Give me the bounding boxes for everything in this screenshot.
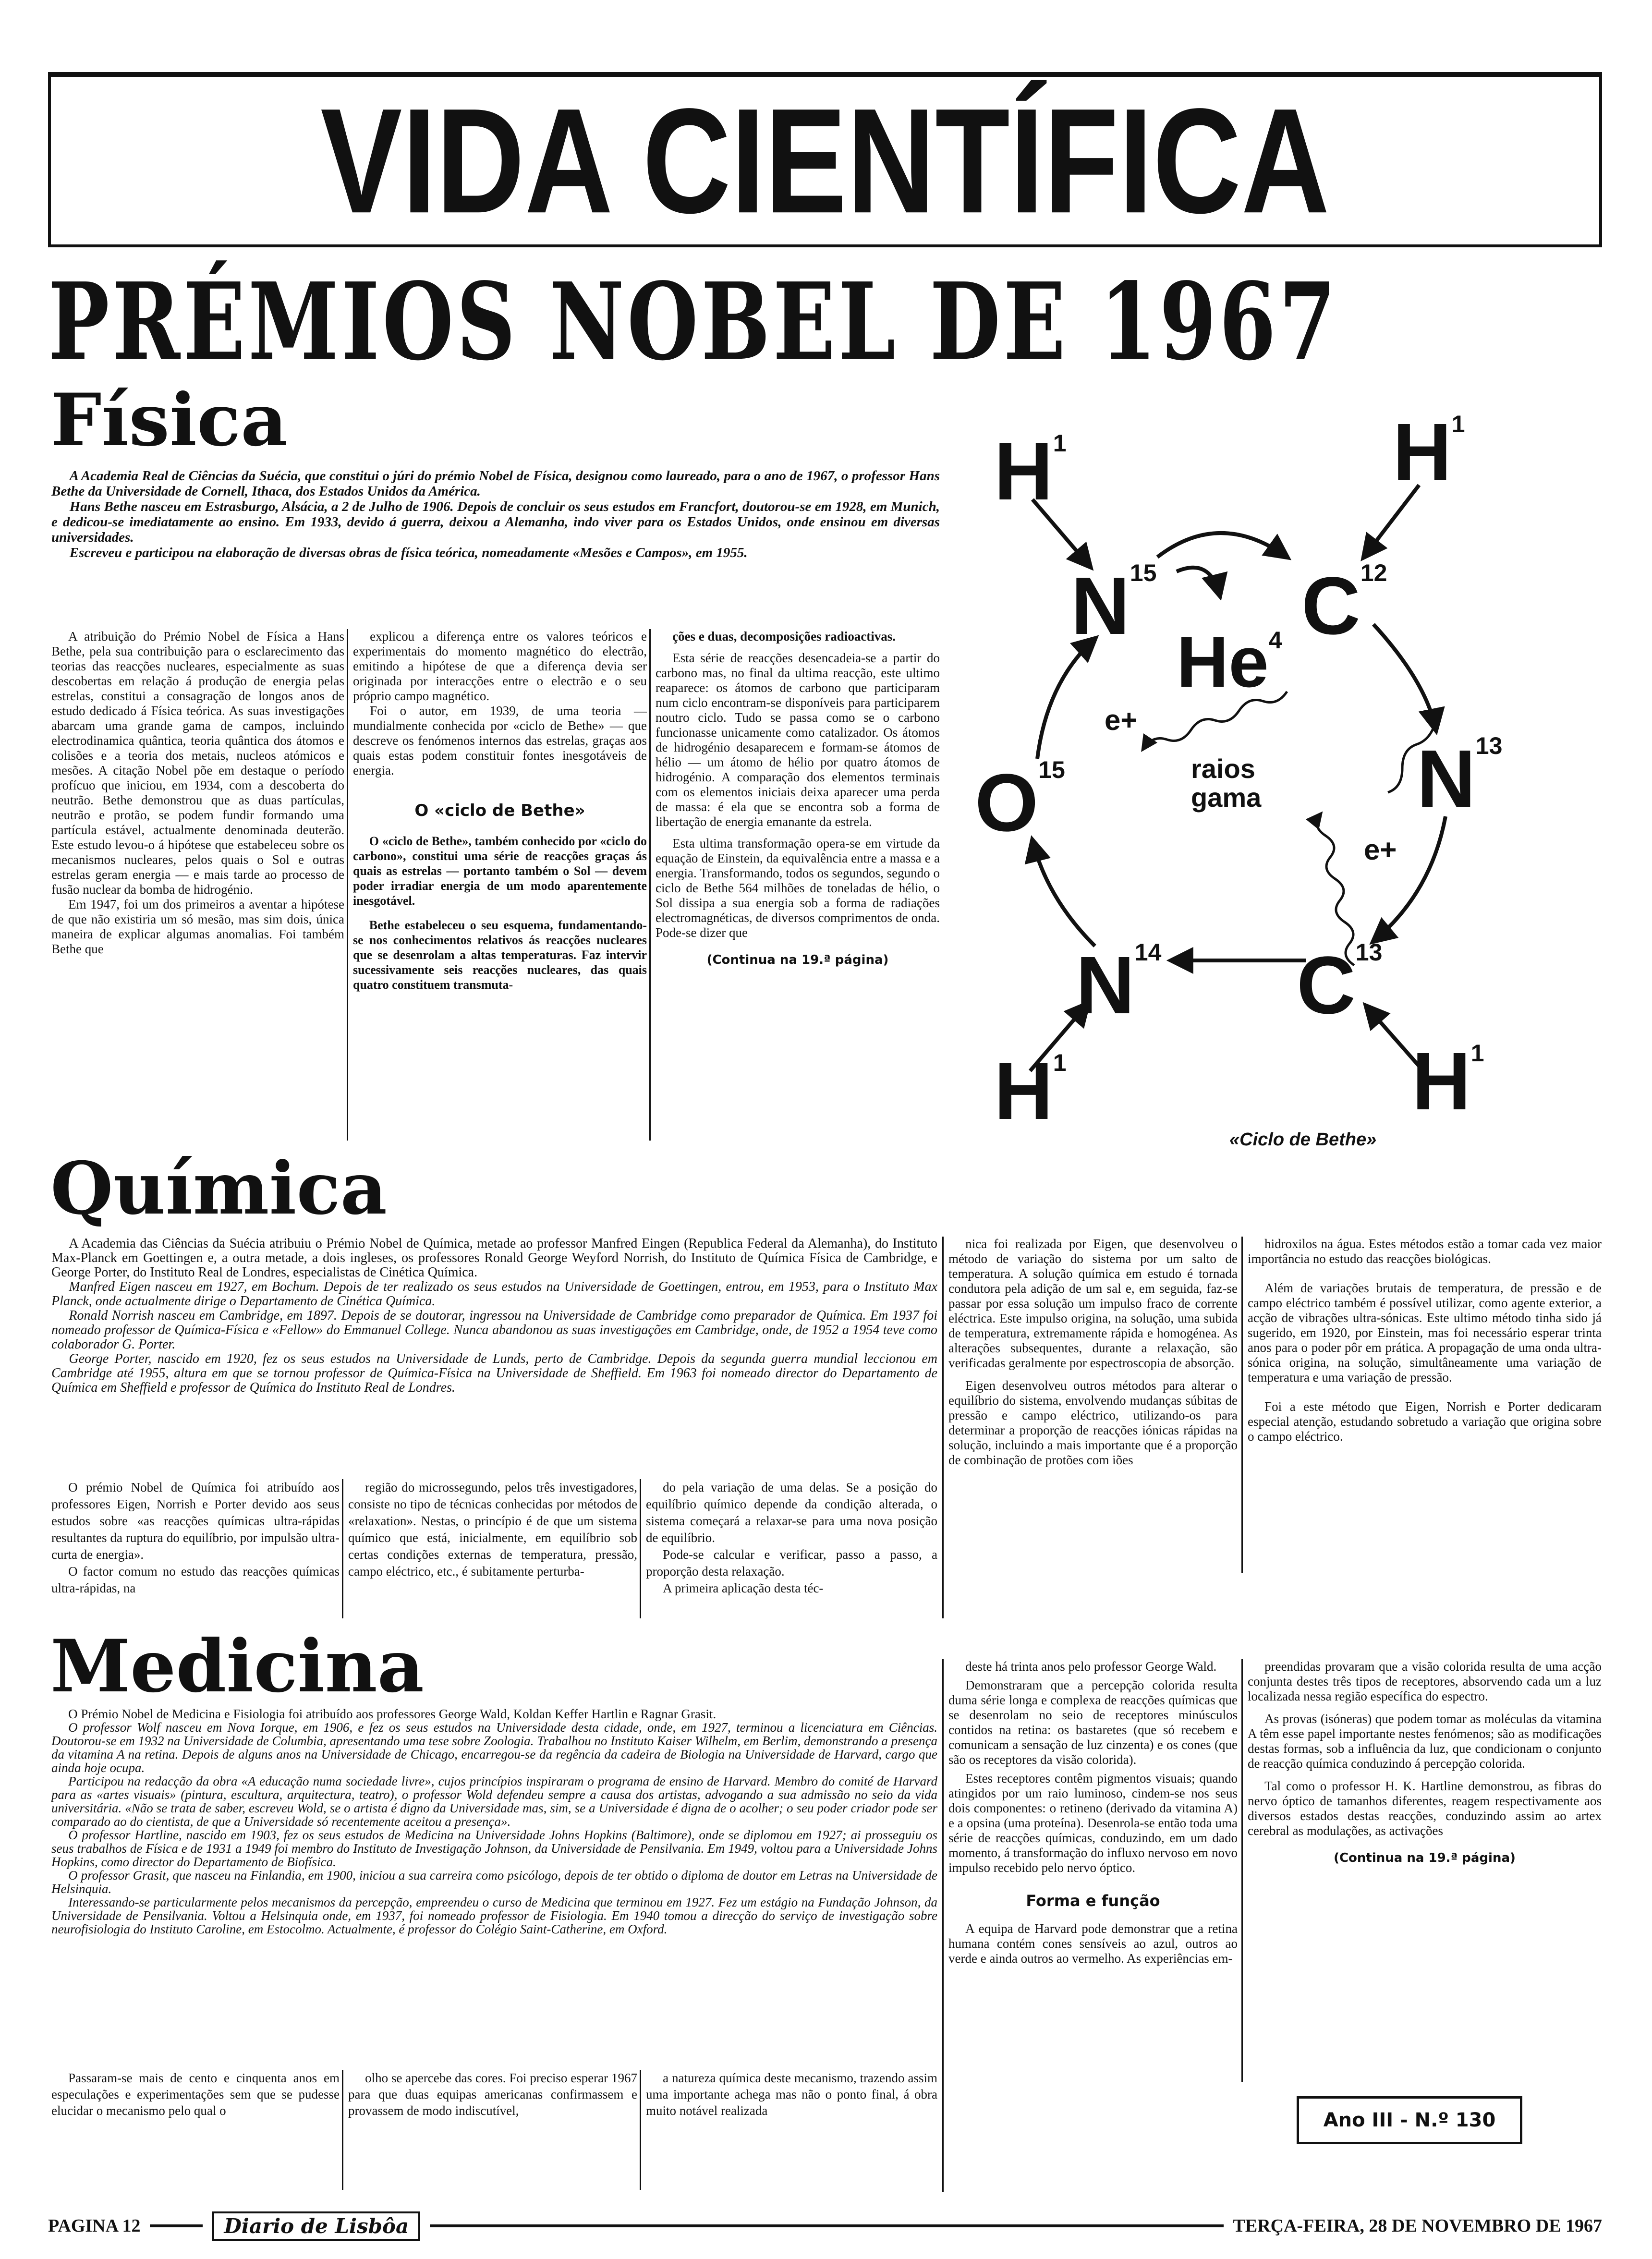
paragraph: O professor Wolf nasceu em Nova Iorque, em 1906, e fez os seus estudos na Universidade desta cidade, onde, em 1927, terminou a licenciatura em Ciências. Doutorou-se em 1932 na Universidade de Columbia, apresentando uma tese sobre Zoologia. Trabalhou no Instituto Kaiser Wilhelm, em Berlim, demonstrando a presença da vitamina A na retina. Depois de alguns anos na Universidade de Chicago, encarregou-se da regência da cadeira de Biologia na Universidade de Harvard, cargo que ainda hoje ocupa. bbox=[51, 1720, 937, 1775]
quimica-col5 bbox=[1241, 1237, 1602, 1573]
paragraph: A Academia Real de Ciências da Suécia, que constitui o júri do prémio Nobel de Física, designou como laureado, para o ano de 1967, o professor Hans Bethe da Universidade de Cornell, Ithaca, dos Estados Unidos da América. bbox=[51, 468, 940, 499]
label-c13: $C^{13}$ bbox=[1297, 939, 1383, 1031]
paragraph: Demonstraram que a percepção colorida resulta duma série longa e complexa de reacções químicas que se desenrolam no seio de receptores minúsculos contidos na retina: os bastaretes (que só recebem e comunicam a sensação de luz cinzenta) e os cones (que são os receptores da visão colorida). bbox=[948, 1678, 1238, 1767]
paragraph: Passaram-se mais de cento e cinquenta anos em especulações e experimentações sem que se pudesse elucidar o mecanismo pelo qual o bbox=[51, 2071, 340, 2118]
fisica-intro bbox=[51, 468, 940, 612]
quimica-col1 bbox=[51, 1479, 340, 1618]
paragraph: Esta ultima transformação opera-se em virtude da equação de Einstein, da equivalência entre a massa e a energia. Transformando, todos os segundos, segundo o ciclo de Bethe 564 milhões de toneladas de hélio, o Sol dissipa a sua energia sob a forma de radiações electromagnéticas, de diversos comprimentos de onda. Pode-se dizer que bbox=[656, 836, 940, 940]
paragraph: Tal como o professor H. K. Hartline demonstrou, as fibras do nervo óptico de tamanhos diferentes, reagem respectivamente aos diversos estados destas reacções, conduzindo assim ao artex cerebral as modulações, as activações bbox=[1248, 1779, 1602, 1838]
paragraph: Bethe estabeleceu o seu esquema, fundamentando-se nos conhecimentos relativos ás reacções nucleares que se desenrolam a altas temperaturas. Faz intervir sucessivamente seis reacções nucleares, das quais quatro constituem transmuta- bbox=[353, 918, 647, 992]
fisica-col1 bbox=[51, 629, 344, 1141]
quimica-lead: A Academia das Ciências da Suécia atribuiu o Prémio Nobel de Química, metade ao professor Manfred Eingen (Republica Federal da Alemanha), do Instituto Max-Planck em Goettingen e, a outra metade, a dois ingleses, os professores Ronald George Weyford Norrish, do Instituto de Química Física de Cambridge, e George Porter, do Instituto Real de Londres, especialistas de Cinética Química. bbox=[51, 1237, 937, 1280]
paragraph: hidroxilos na água. Estes métodos estão a tomar cada vez maior importância no estudo das reacções biológicas. bbox=[1248, 1237, 1602, 1266]
label-n15: $N^{15}$ bbox=[1071, 559, 1157, 652]
fisica-col3-text bbox=[656, 651, 940, 940]
label-h-top-left: $H^1$ bbox=[994, 426, 1067, 517]
fisica-col3-bold: ções e duas, decomposições radioactivas. bbox=[672, 629, 896, 644]
paragraph: Pode-se calcular e verificar, passo a passo, a proporção desta relaxação. bbox=[646, 1547, 937, 1579]
label-o15: $O^{15}$ bbox=[975, 756, 1065, 849]
label-h-top-right: $H^1$ bbox=[1393, 413, 1465, 498]
paragraph: deste há trinta anos pelo professor George Wald. bbox=[965, 1659, 1217, 1674]
masthead-logo: Diario de Lisbôa bbox=[212, 2211, 420, 2241]
arrow-c12-to-n13 bbox=[1373, 624, 1436, 730]
medicina-lead: O Prémio Nobel de Medicina e Fisiologia foi atribuído aos professores George Wald, Koldan Keffer Hartlin e Ragnar Grasit. bbox=[68, 1707, 717, 1721]
paragraph: do pela variação de uma delas. Se a posição do equilíbrio químico depende da condição alterada, o sistema começará a relaxar-se para uma nova posição de equilíbrio. bbox=[646, 1480, 937, 1545]
paragraph: Em 1947, foi um dos primeiros a aventar a hipótese de que não existiria um só mesão, mas sim dois, única maneira de explicar algumas anomalias. Foi também Bethe que bbox=[51, 897, 344, 956]
fisica-continua: (Continua na 19.ª página) bbox=[706, 953, 889, 967]
footer-rule bbox=[150, 2224, 203, 2227]
footer-rule bbox=[430, 2224, 1223, 2227]
paragraph: A equipa de Harvard pode demonstrar que a retina humana contém cones sensíveis ao azul, outros ao verde e ainda outros ao vermelho. As experiências em- bbox=[948, 1921, 1238, 1966]
paragraph: preendidas provaram que a visão colorida resulta de uma acção conjunta destes três tipos de receptores, absorvendo cada um a luz localizada nessa região específica do espectro. bbox=[1248, 1659, 1602, 1703]
arrow-o15-to-n15 bbox=[1037, 639, 1095, 759]
paragraph: explicou a diferença entre os valores teóricos e experimentais do momento magnético do electrão, emitindo a hipótese de que a diferença devia ser originada por interacções entre o electrão e o seu próprio campo magnético. bbox=[353, 629, 647, 703]
label-n13: $N^{13}$ bbox=[1417, 732, 1503, 825]
page-footer bbox=[48, 2209, 1602, 2243]
paragraph: Participou na redacção da obra «A educação numa sociedade livre», cujos princípios inspiraram o programa de ensino de Harvard. Membro do comité de Harvard para as «artes visuais» (pintura, escultura, arquitectura, teatro), o professor Wold defendeu sempre a causa dos artistas, advogando a sua admissão no seio da vida universitária. «Não se trata de saber, escreveu Wold, se o artista é digno da Universidade mas, sim, se a Universidade é digna de o acolher; o seu poder criador pode ser comparado ao do cientista, de que a Universidade só recentemente aceitou a presença». bbox=[51, 1774, 937, 1829]
medicina-col1 bbox=[51, 2070, 340, 2190]
medicina-title: Medicina bbox=[50, 1624, 424, 1709]
quimica-col4 bbox=[942, 1237, 1238, 1618]
fisica-col3 bbox=[649, 629, 940, 1141]
label-positron-2: e+ bbox=[1364, 834, 1397, 866]
bethe-cycle-diagram bbox=[951, 413, 1604, 1153]
paragraph: Eigen desenvolveu outros métodos para alterar o equilíbrio do sistema, envolvendo mudanças súbitas de pressão e campo eléctrico, utilizando-os para determinar a proporção de reacções iónicas rápidas na solução, incluindo a mais importante que é a proporção de combinação de protões com iões bbox=[948, 1378, 1238, 1467]
paragraph: Estes receptores contêm pigmentos visuais; quando atingidos por um raio luminoso, cindem-se nos seus dois componentes: o retineno (derivado da vitamina A) e a opsina (uma proteína). Desenrola-se então toda uma série de reacções químicas, conduzindo, em um dado momento, á transformação do influxo nervoso em novo impulso recebido pelo nervo óptico. bbox=[948, 1771, 1238, 1875]
fisica-subhead: O «ciclo de Bethe» bbox=[414, 801, 585, 820]
medicina-col2 bbox=[342, 2070, 637, 2190]
quimica-title: Química bbox=[50, 1146, 387, 1231]
medicina-intro bbox=[51, 1707, 937, 2053]
paragraph: Foi o autor, em 1939, de uma teoria — mundialmente conhecida por «ciclo de Bethe» — que descreve os fenómenos internos das estrelas, graças aos quais estas podem constituir fontes inesgotáveis de energia. bbox=[353, 704, 647, 777]
paragraph: O «ciclo de Bethe», também conhecido por «ciclo do carbono», constitui uma série de reacções graças ás quais as estrelas — portanto também o Sol — devem poder irradiar energia de um modo aparentemente inesgotável. bbox=[353, 834, 647, 908]
issue-date: TERÇA-FEIRA, 28 DE NOVEMBRO DE 1967 bbox=[1233, 2216, 1602, 2236]
fisica-col2-bold bbox=[353, 834, 647, 992]
section-header-box bbox=[48, 72, 1602, 247]
label-raios: raios bbox=[1191, 753, 1255, 784]
paragraph: As provas (isóneras) que podem tomar as moléculas da vitamina A têm esse papel importante nestes fenómenos; são as modificações destas formas, sob a influência da luz, que condicionam o conjunto de reacção química conduzindo á percepção colorida. bbox=[1248, 1712, 1602, 1771]
quimica-bios bbox=[51, 1280, 937, 1395]
fisica-title: Física bbox=[50, 378, 288, 462]
paragraph: Interessando-se particularmente pelos mecanismos da percepção, empreendeu o curso de Medicina que terminou em 1927. Fez um estágio na Fundação Johnson, da Universidade de Pensilvania. Voltou a Helsinquia onde, em 1937, foi nomeado professor de Fisiologia. Em 1940 tomou a direcção do serviço de investigação sobre neurofisiologia do Instituto Caroline, em Estocolmo. Actualmente, é professor do Colégio Saint-Catherine, em Oxford. bbox=[51, 1895, 937, 1936]
paragraph: George Porter, nascido em 1920, fez os seus estudos na Universidade de Lunds, perto de Cambridge. Depois da segunda guerra mundial leccionou em Cambridge até 1955, altura em que se tornou professor de Química-Física na Universidade de Sheffield. Em 1963 foi nomeado director do Departamento de Química em Sheffield e professor de Química do Instituto Real de Londres. bbox=[51, 1351, 937, 1395]
paragraph: olho se apercebe das cores. Foi preciso esperar 1967 para que duas equipas americanas confirmassem e provassem de modo indiscutível, bbox=[348, 2071, 637, 2118]
label-c12: $C^{12}$ bbox=[1301, 559, 1387, 652]
paragraph: Hans Bethe nasceu em Estrasburgo, Alsácia, a 2 de Julho de 1906. Depois de concluir os seus estudos em Francfort, doutorou-se em 1928, em Munich, e dedicou-se imediatamente ao ensino. Em 1933, devido á guerra, deixou a Alemanha, indo viver para os Estados Unidos, onde ensinou em diversas universidades. bbox=[51, 499, 940, 545]
medicina-col3 bbox=[640, 2070, 937, 2190]
quimica-col2 bbox=[342, 1479, 637, 1618]
label-positron-1: e+ bbox=[1105, 704, 1138, 736]
label-he4: He$^4$ bbox=[1177, 621, 1282, 702]
arrow-to-he bbox=[1177, 568, 1220, 595]
paragraph: a natureza química deste mecanismo, trazendo assim uma importante achega mas não o ponto final, á obra muito notável realizada bbox=[646, 2071, 937, 2118]
medicina-col5 bbox=[1241, 1659, 1602, 2082]
label-gama: gama bbox=[1191, 782, 1262, 813]
diagram-caption: «Ciclo de Bethe» bbox=[1229, 1130, 1377, 1150]
fisica-col2 bbox=[347, 629, 647, 1141]
medicina-col4-text bbox=[948, 1659, 1238, 1875]
paragraph: Manfred Eigen nasceu em 1927, em Bochum. Depois de ter realizado os seus estudos na Universidade de Goettingen, entrou, em 1953, para o Instituto Max Planck, onde actualmente dirige o Departamento de Cinética Química. bbox=[51, 1279, 937, 1309]
paragraph: nica foi realizada por Eigen, que desenvolveu o método de variação do sistema por um salto de temperatura. A solução química em estudo é tornada condutora pela adição de um sal e, em seguida, faz-se passar por essa solução um impulso fraco de corrente eléctrica. Este impulso origina, na solução, uma subida de temperatura, extremamente rápida e homogénea. As alterações subsequentes, durante a relaxação, são verificadas geralmente por espectroscopia de absorção. bbox=[948, 1237, 1238, 1370]
quimica-intro bbox=[51, 1237, 937, 1477]
medicina-col4 bbox=[942, 1659, 1238, 2192]
paragraph: Escreveu e participou na elaboração de diversas obras de física teórica, nomeadamente «Mesões e Campos», em 1955. bbox=[69, 545, 748, 560]
paragraph: Esta série de reacções desencadeia-se a partir do carbono mas, no final da ultima reacção, este ultimo reaparece: os átomos de carbono que participaram num ciclo encontram-se disponíveis para participarem noutro ciclo. Tudo se passa como se o carbono funcionasse unicamente como catalizador. Os átomos de hidrogénio desaparecem e formam-se átomos de hélio — um átomo de hélio por quatro átomos de hidrogénio. A comparação dos elementos terminais com os elementos iniciais deixa aparecer uma perda de massa: é ela que se encontra sob a forma de libertação de energia emanante da estrela. bbox=[656, 651, 940, 829]
paragraph: O factor comum no estudo das reacções químicas ultra-rápidas, na bbox=[51, 1564, 340, 1595]
paragraph: O prémio Nobel de Química foi atribuído aos professores Eigen, Norrish e Porter devido aos seus estudos sobre «as reacções químicas ultra-rápidas resultantes da ruptura do equilíbrio, por impulsão ultra-curta de energia». bbox=[51, 1480, 340, 1562]
medicina-bios bbox=[51, 1721, 937, 1936]
label-n14: $N^{14}$ bbox=[1076, 939, 1162, 1031]
issue-number-box: Ano III - N.º 130 bbox=[1297, 2096, 1522, 2144]
paragraph: A primeira aplicação desta téc- bbox=[663, 1581, 824, 1595]
section-title: VIDA CIENTÍFICA bbox=[320, 77, 1330, 245]
quimica-col3 bbox=[640, 1479, 937, 1618]
medicina-subhead: Forma e função bbox=[1026, 1892, 1160, 1910]
fisica-col2-text bbox=[353, 629, 647, 778]
medicina-continua: (Continua na 19.ª página) bbox=[1334, 1851, 1516, 1865]
label-h-bottom-right: $H^1$ bbox=[1412, 1036, 1484, 1127]
medicina-col4b-text bbox=[948, 1921, 1238, 1966]
paragraph: O professor Grasit, que nasceu na Finlandia, em 1900, iniciou a sua carreira como psicólogo, depois de ter obtido o diploma de doutor em Letras na Universidade de Helsinquia. bbox=[51, 1868, 937, 1896]
label-h-bottom-left: $H^1$ bbox=[994, 1045, 1067, 1137]
paragraph: O professor Hartline, nascido em 1903, fez os seus estudos de Medicina na Universidade Johns Hopkins (Baltimore), onde se diplomou em 1927; ai prosseguiu os seus trabalhos de Física e de 1931 a 1949 foi membro do Instituto de Investigação Johnson, da Universidade de Pensilvania. Em 1949, voltou para a Universidade Johns Hopkins, como director do Departamento de Biofísica. bbox=[51, 1828, 937, 1869]
paragraph: A atribuição do Prémio Nobel de Física a Hans Bethe, pela sua contribuição para o esclarecimento das teorias das reacções nucleares, especialmente as suas descobertas em relação á produção de energia pelas estrelas, constitui a consagração de longos anos de estudo dedicado á Física teórica. As suas investigações abarcam uma grande gama de campos, incluindo electrodinamica quântica, teoria quântica dos átomos e colisões e a teoria dos metais, nucleos atómicos e mesões. A citação Nobel põe em destaque o período profícuo que iniciou, em 1934, com a descoberta do neutrão. Bethe demonstrou que as duas partículas, neutrão e protão, se podem fundir formando uma partícula estável, actualmente denominada deuterão. Este estudo levou-o á hipótese que estabeleceu sobre os mecanismos nucleares, pelos quais o Sol e outras estrelas geram energia — e mais tarde ao processo de fusão nuclear da bomba de hidrogénio. bbox=[51, 629, 344, 897]
paragraph: Além de variações brutais de temperatura, de pressão e de campo eléctrico também é possível utilizar, como agente exterior, a acção de vibrações ultra-sónicas. Este ultimo método tinha sido já sugerido, em 1920, por Einstein, mas foi necessário esperar trinta anos para o poder pôr em prática. A propagação de uma onda ultra-sónica origina, na solução, simultâneamente uma variação de temperatura e uma variação de pressão. bbox=[1248, 1281, 1602, 1385]
headline: PRÉMIOS NOBEL DE 1967 bbox=[48, 259, 1339, 385]
page-number: PAGINA 12 bbox=[48, 2216, 141, 2236]
paragraph: Ronald Norrish nasceu em Cambridge, em 1897. Depois de se doutorar, ingressou na Universidade de Cambridge como preparador de Química. Em 1937 foi nomeado professor de Química-Física e «Fellow» do Emmanuel College. Nunca abandonou as suas investigações em Cambridge, onde, de 1952 a 1954 teve como colaborador G. Porter. bbox=[51, 1308, 937, 1352]
paragraph: Foi a este método que Eigen, Norrish e Porter dedicaram especial atenção, estudando sobretudo a variação que origina sobre o campo eléctrico. bbox=[1248, 1399, 1602, 1444]
medicina-col5-text bbox=[1248, 1659, 1602, 1838]
paragraph: região do microssegundo, pelos três investigadores, consiste no tipo de técnicas conhecidas por métodos de «relaxation». Nestas, o princípio é de que um sistema químico que está, inicialmente, em equilíbrio sob certas condições externas de temperatura, pressão, campo eléctrico, etc., é subitamente perturba- bbox=[348, 1480, 637, 1579]
arrow-h-to-c13 bbox=[1366, 1006, 1419, 1066]
arrow-n15-to-c12 bbox=[1157, 533, 1287, 557]
arrow-n14-to-o15 bbox=[1032, 840, 1095, 946]
